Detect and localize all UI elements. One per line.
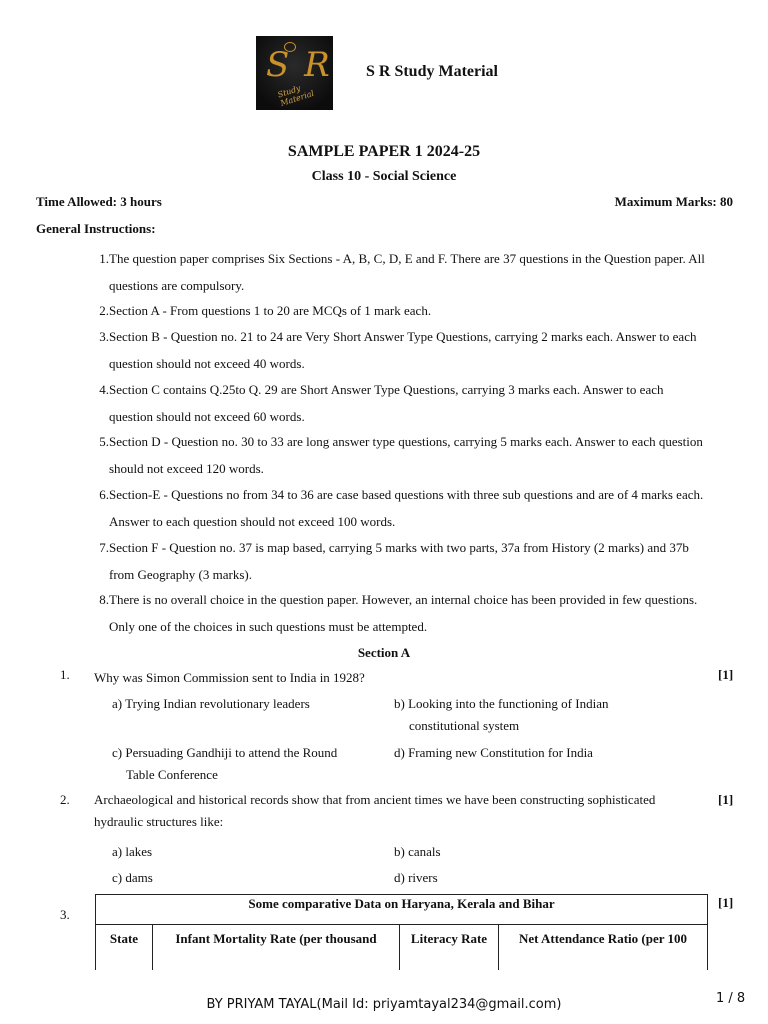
instruction-item (95, 534, 735, 588)
question-number: 3. (60, 907, 70, 922)
question-text-cont: hydraulic structures like: (94, 814, 224, 829)
paper-title: SAMPLE PAPER 1 2024-25 (287, 143, 481, 160)
instruction-text: Section-E - Questions no from 34 to 36 are case based questions with three sub questions and are of 4 marks each. (109, 487, 704, 502)
option-d: d) Framing new Constitution for India (394, 745, 593, 760)
option-c-cont: Table Conference (126, 767, 218, 782)
question-marks: [1] (718, 895, 734, 910)
time-allowed: Time Allowed: 3 hours (36, 194, 162, 209)
option-b-cont: constitutional system (409, 718, 520, 733)
logo-subtext: Study Material (276, 83, 316, 109)
instruction-text-cont: questions are compulsory. (109, 278, 245, 293)
instructions-heading: General Instructions: (36, 221, 156, 236)
instruction-number: 8. (99, 592, 109, 607)
column-header-imr: Infant Mortality Rate (per thousand (153, 925, 400, 979)
brand-name: S R Study Material (366, 63, 498, 80)
instruction-text: Section D - Question no. 30 to 33 are long answer type questions, carrying 5 marks each. Answer to each question (109, 434, 703, 449)
instruction-text-cont: should not exceed 120 words. (109, 461, 264, 476)
instruction-text-cont: question should not exceed 40 words. (109, 356, 305, 371)
instruction-text-cont: question should not exceed 60 words. (109, 409, 305, 424)
instruction-text: The question paper comprises Six Sections - A, B, C, D, E and F. There are 37 questions in the Question paper. All (109, 251, 705, 266)
instruction-item (95, 481, 735, 535)
instruction-item (95, 323, 735, 377)
column-header-state: State (96, 925, 153, 979)
column-header-attendance: Net Attendance Ratio (per 100 (499, 925, 708, 979)
instruction-text: Section C contains Q.25to Q. 29 are Short Answer Type Questions, carrying 3 marks each. Answer to each (109, 382, 664, 397)
instruction-number: 2. (99, 303, 109, 318)
maximum-marks: Maximum Marks: 80 (614, 194, 733, 209)
instruction-item (95, 586, 735, 640)
logo (256, 36, 333, 110)
instruction-item (95, 376, 735, 430)
footer-credit: BY PRIYAM TAYAL(Mail Id: priyamtayal234@gmail.com) (206, 997, 562, 1012)
instruction-text: Section F - Question no. 37 is map based, carrying 5 marks with two parts, 37a from History (2 marks) and 37b (109, 540, 689, 555)
option-b: b) Looking into the functioning of Indian (394, 696, 609, 711)
section-heading: Section A (357, 645, 411, 660)
option-c: c) Persuading Gandhiji to attend the Round (112, 745, 338, 760)
instruction-number: 6. (99, 487, 109, 502)
option-c: c) dams (112, 870, 153, 885)
instruction-item (95, 297, 735, 324)
page-break-mask (90, 970, 715, 990)
instruction-number: 3. (99, 329, 109, 344)
option-d: d) rivers (394, 870, 438, 885)
question-number: 2. (60, 792, 70, 807)
question-text: Why was Simon Commission sent to India in 1928? (94, 670, 365, 685)
instruction-item (95, 245, 735, 299)
instruction-text-cont: from Geography (3 marks). (109, 567, 252, 582)
paper-subtitle: Class 10 - Social Science (311, 169, 457, 184)
option-a: a) Trying Indian revolutionary leaders (112, 696, 310, 711)
option-b: b) canals (394, 844, 441, 859)
option-a: a) lakes (112, 844, 153, 859)
table-caption: Some comparative Data on Haryana, Kerala and Bihar (96, 895, 708, 925)
instruction-number: 4. (99, 382, 109, 397)
page-number: 1 / 8 (716, 991, 746, 1006)
instruction-text: Section B - Question no. 21 to 24 are Very Short Answer Type Questions, carrying 2 marks each. Answer to each (109, 329, 697, 344)
column-header-literacy: Literacy Rate (400, 925, 499, 979)
instruction-number: 7. (99, 540, 109, 555)
question-marks: [1] (718, 792, 734, 807)
instruction-text: There is no overall choice in the question paper. However, an internal choice has been provided in few questions. (109, 592, 698, 607)
logo-text: S R (266, 45, 332, 85)
question-marks: [1] (718, 667, 734, 682)
instruction-text-cont: Answer to each question should not exceed 100 words. (109, 514, 396, 529)
instruction-number: 5. (99, 434, 109, 449)
question-text: Archaeological and historical records show that from ancient times we have been constructing sophisticated (94, 792, 656, 807)
comparative-data-table (95, 894, 708, 979)
instruction-item (95, 428, 735, 482)
instruction-number: 1. (99, 251, 109, 266)
instruction-text: Section A - From questions 1 to 20 are MCQs of 1 mark each. (109, 303, 432, 318)
question-number: 1. (60, 667, 70, 682)
instruction-text-cont: Only one of the choices in such questions must be attempted. (109, 619, 428, 634)
